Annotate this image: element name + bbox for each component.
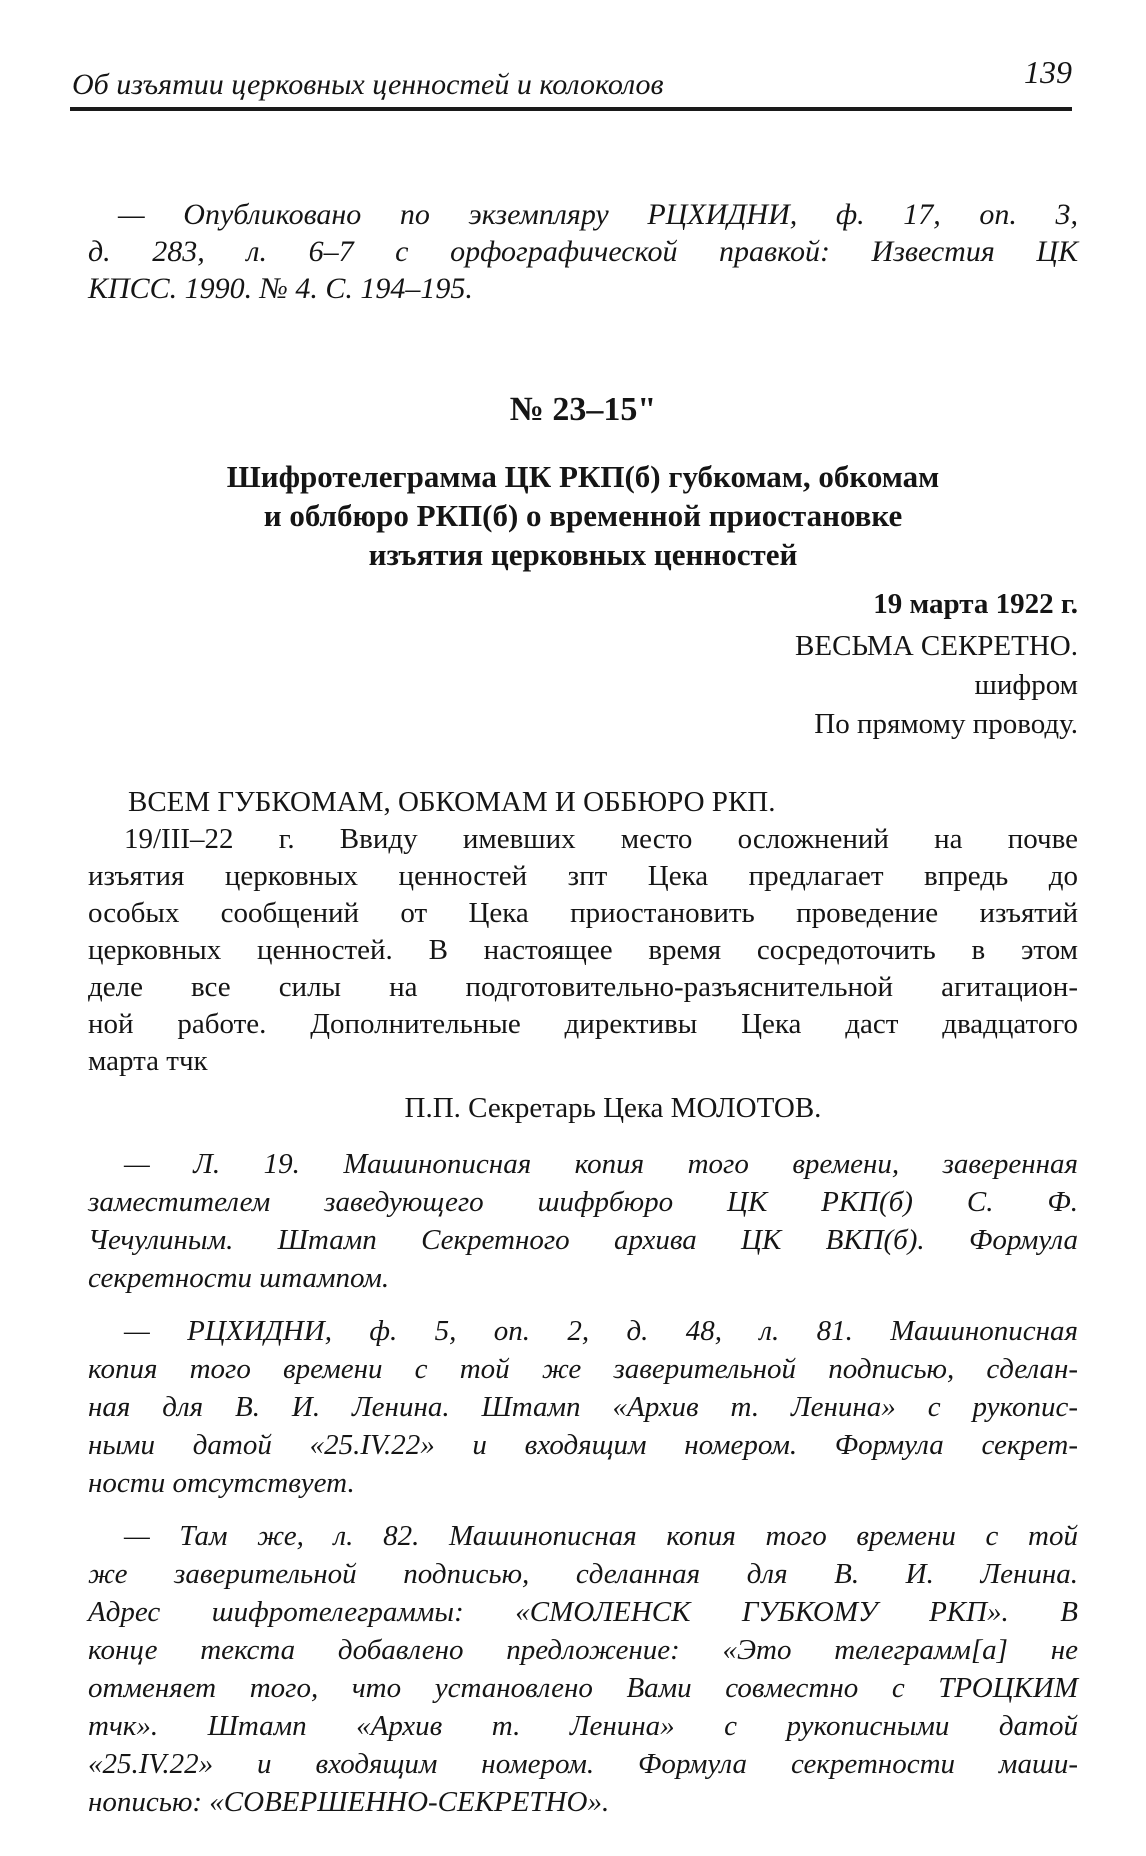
archival-note-line: отменяет того, что установлено Вами совместно с ТРОЦКИМ	[88, 1672, 1078, 1704]
body-line: марта тчк	[88, 1045, 208, 1077]
document-title	[88, 457, 1078, 574]
body-line: 19/III–22 г. Ввиду имевших место осложнений на почве	[124, 823, 1078, 855]
publication-note-line: КПСС. 1990. № 4. С. 194–195.	[88, 272, 473, 305]
body-line: особых сообщений от Цека приостановить проведение изъятий	[88, 897, 1078, 929]
publication-note	[88, 196, 1078, 307]
archival-note-line: ная для В. И. Ленина. Штамп «Архив т. Ленина» с рукопис-	[88, 1391, 1078, 1423]
archival-note-line: нописью: «СОВЕРШЕННО-СЕКРЕТНО».	[88, 1786, 610, 1818]
document-title-line: Шифротелеграмма ЦК РКП(б) губкомам, обкомам	[226, 459, 940, 494]
archival-note-line: Чечулиным. Штамп Секретного архива ЦК ВКП(б). Формула	[88, 1224, 1078, 1256]
archival-note-line: — Там же, л. 82. Машинописная копия того времени с той	[124, 1520, 1078, 1552]
archival-note-line: — РЦХИДНИ, ф. 5, оп. 2, д. 48, л. 81. Машинописная	[124, 1315, 1078, 1347]
document-date: 19 марта 1922 г.	[873, 588, 1078, 620]
body-line: ной работе. Дополнительные директивы Цека даст двадцатого	[88, 1008, 1078, 1040]
classification-mark: ВЕСЬМА СЕКРЕТНО.	[795, 630, 1078, 662]
archival-note-line: заместителем заведующего шифрбюро ЦК РКП(б) С. Ф.	[88, 1186, 1078, 1218]
publication-note-line: д. 283, л. 6–7 с орфографической правкой: Известия ЦК	[88, 235, 1078, 268]
document-markings	[88, 627, 1078, 744]
archival-note-line: «25.IV.22» и входящим номером. Формула секретности маши-	[88, 1748, 1078, 1780]
archival-note-line: тчк». Штамп «Архив т. Ленина» с рукописными датой	[88, 1710, 1078, 1742]
archival-note-line: конце текста добавлено предложение: «Это телеграмм[а] не	[88, 1634, 1078, 1666]
archival-notes	[88, 1145, 1078, 1821]
publication-note-line: — Опубликовано по экземпляру РЦХИДНИ, ф. 17, оп. 3,	[118, 198, 1078, 231]
body-line: деле все силы на подготовительно-разъяснительной агитацион-	[88, 971, 1078, 1003]
document-number: № 23–15"	[509, 391, 657, 428]
archival-note-line: копия того времени с той же заверительной подписью, сделан-	[88, 1353, 1078, 1385]
page-content	[88, 196, 1078, 1836]
header-rule	[70, 107, 1072, 111]
archival-note	[88, 1312, 1078, 1502]
transmission-mark: шифром	[974, 669, 1078, 701]
archival-note-line: — Л. 19. Машинописная копия того времени, заверенная	[124, 1148, 1078, 1180]
archival-note-line: секретности штампом.	[88, 1262, 390, 1294]
archival-note	[88, 1517, 1078, 1821]
body-line: изъятия церковных ценностей зпт Цека предлагает впредь до	[88, 860, 1078, 892]
document-title-line: и облбюро РКП(б) о временной приостановке	[263, 498, 903, 533]
page-number: 139	[1024, 54, 1072, 90]
signature: П.П. Секретарь Цека МОЛОТОВ.	[404, 1092, 822, 1124]
archival-note-line: ными датой «25.IV.22» и входящим номером. Формула секрет-	[88, 1429, 1078, 1461]
running-title: Об изъятии церковных ценностей и колоколов	[72, 68, 664, 101]
archival-note-line: ности отсутствует.	[88, 1467, 355, 1499]
archival-note-line: же заверительной подписью, сделанная для В. И. Ленина.	[88, 1558, 1078, 1590]
archival-note	[88, 1145, 1078, 1297]
archival-note-line: Адрес шифротелеграммы: «СМОЛЕНСК ГУБКОМУ РКП». В	[88, 1596, 1078, 1628]
page-header	[70, 54, 1072, 110]
document-body	[88, 821, 1078, 1080]
document-address: ВСЕМ ГУБКОМАМ, ОБКОМАМ И ОББЮРО РКП.	[128, 786, 776, 818]
body-line: церковных ценностей. В настоящее время сосредоточить в этом	[88, 934, 1078, 966]
document-title-line: изъятия церковных ценностей	[368, 537, 798, 572]
transmission-mark: По прямому проводу.	[814, 708, 1078, 740]
